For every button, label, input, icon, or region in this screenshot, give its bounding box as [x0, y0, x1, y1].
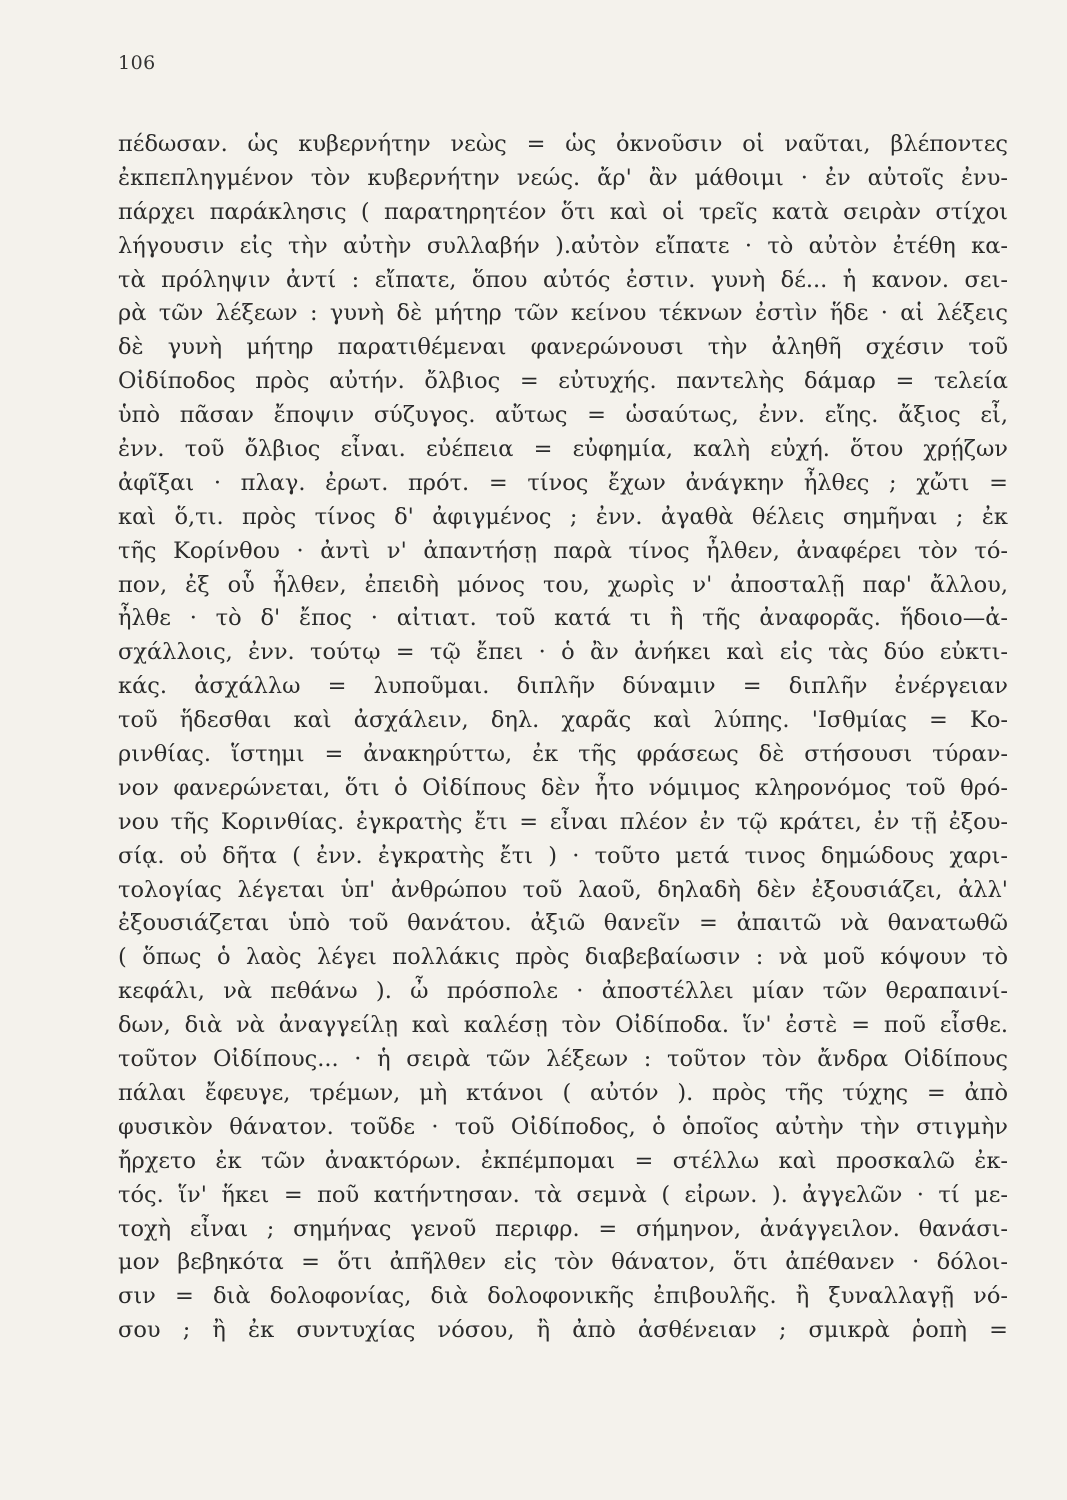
text-line: ἐξουσιάζεται ὑπὸ τοῦ θανάτου. ἀξιῶ θανεῖν = ἀπαιτῶ νὰ θανατωθῶ [118, 910, 1008, 937]
text-line: πάρχει παράκλησις ( παρατηρητέον ὅτι καὶ οἱ τρεῖς κατὰ σειρὰν στίχοι [118, 198, 1008, 225]
text-line: ( ὅπως ὁ λαὸς λέγει πολλάκις πρὸς διαβεβαίωσιν : νὰ μοῦ κόψουν τὸ [118, 944, 1008, 971]
text-line: μον βεβηκότα = ὅτι ἀπῆλθεν εἰς τὸν θάνατον, ὅτι ἀπέθανεν · δόλοι- [118, 1249, 1008, 1276]
text-line: τοῦ ἥδεσθαι καὶ ἀσχάλειν, δηλ. χαρᾶς καὶ λύπης. 'Ισθμίας = Κο- [118, 707, 1008, 734]
commentary-text [118, 128, 1008, 1348]
text-line: τολογίας λέγεται ὑπ' ἀνθρώπου τοῦ λαοῦ, δηλαδὴ δὲν ἐξουσιάζει, ἀλλ' [118, 876, 1008, 903]
text-line: τὰ πρόληψιν ἀντί : εἴπατε, ὅπου αὐτός ἐστιν. γυνὴ δέ... ἡ κανον. σει- [118, 266, 1008, 293]
text-line: δων, διὰ νὰ ἀναγγείλῃ καὶ καλέσῃ τὸν Οἰδίποδα. ἵν' ἐστὲ = ποῦ εἶσθε. [118, 1012, 1008, 1039]
text-line: πέδωσαν. ὡς κυβερνήτην νεὼς = ὡς ὀκνοῦσιν οἱ ναῦται, βλέποντες [118, 131, 1008, 157]
text-line: σιν = διὰ δολοφονίας, διὰ δολοφονικῆς ἐπιβουλῆς. ἢ ξυναλλαγῇ νό- [118, 1283, 1008, 1310]
text-line: νου τῆς Κορινθίας. ἐγκρατὴς ἔτι = εἶναι πλέον ἐν τῷ κράτει, ἐν τῇ ἐξου- [118, 808, 1008, 835]
text-line: νον φανερώνεται, ὅτι ὁ Οἰδίπους δὲν ἦτο νόμιμος κληρονόμος τοῦ θρό- [118, 774, 1008, 801]
text-line: καὶ ὅ,τι. πρὸς τίνος δ' ἀφιγμένος ; ἐνν. ἀγαθὰ θέλεις σημῆναι ; ἐκ [118, 503, 1008, 530]
text-line: ἐνν. τοῦ ὄλβιος εἶναι. εὐέπεια = εὐφημία, καλὴ εὐχή. ὅτου χρῄζων [118, 436, 1008, 463]
text-line: κεφάλι, νὰ πεθάνω ). ὦ πρόσπολε · ἀποστέλλει μίαν τῶν θεραπαινί- [118, 978, 1008, 1005]
text-line: ἀφῖξαι · πλαγ. ἐρωτ. πρότ. = τίνος ἔχων ἀνάγκην ἦλθες ; χὤτι = [118, 469, 1008, 496]
text-line: φυσικὸν θάνατον. τοῦδε · τοῦ Οἰδίποδος, ὁ ὁποῖος αὐτὴν τὴν στιγμὴν [118, 1113, 1008, 1140]
text-line: λήγουσιν εἰς τὴν αὐτὴν συλλαβήν ).αὐτὸν εἴπατε · τὸ αὐτὸν ἐτέθη κα- [118, 232, 1008, 259]
text-line: σου ; ἢ ἐκ συντυχίας νόσου, ἢ ἀπὸ ἀσθένειαν ; σμικρὰ ῥοπὴ = [118, 1317, 1008, 1344]
text-line: δὲ γυνὴ μήτηρ παρατιθέμεναι φανερώνουσι τὴν ἀληθῆ σχέσιν τοῦ [118, 334, 1008, 361]
text-line: σχάλλοις, ἐνν. τούτῳ = τῷ ἔπει · ὁ ἂν ἀνήκει καὶ εἰς τὰς δύο εὐκτι- [118, 639, 1008, 666]
text-line: ἦλθε · τὸ δ' ἔπος · αἰτιατ. τοῦ κατά τι ἢ τῆς ἀναφορᾶς. ἥδοιο—ἀ- [118, 605, 1008, 632]
text-line: ρινθίας. ἵστημι = ἀνακηρύττω, ἐκ τῆς φράσεως δὲ στήσουσι τύραν- [118, 741, 1008, 768]
text-line: τοχὴ εἶναι ; σημήνας γενοῦ περιφρ. = σήμηνον, ἀνάγγειλον. θανάσι- [118, 1215, 1008, 1242]
text-line: πον, ἐξ οὗ ἦλθεν, ἐπειδὴ μόνος του, χωρὶς ν' ἀποσταλῇ παρ' ἄλλου, [118, 571, 1008, 598]
text-line: ἐκπεπληγμένον τὸν κυβερνήτην νεώς. ἄρ' ἂν μάθοιμι · ἐν αὐτοῖς ἐνυ- [118, 164, 1008, 191]
text-line: Οἰδίποδος πρὸς αὐτήν. ὄλβιος = εὐτυχής. παντελὴς δάμαρ = τελεία [118, 368, 1008, 395]
text-line: τός. ἵν' ἥκει = ποῦ κατήντησαν. τὰ σεμνὰ ( εἰρων. ). ἀγγελῶν · τί με- [118, 1181, 1008, 1208]
text-line: ἤρχετο ἐκ τῶν ἀνακτόρων. ἐκπέμπομαι = στέλλω καὶ προσκαλῶ ἐκ- [118, 1147, 1008, 1174]
text-line: ρὰ τῶν λέξεων : γυνὴ δὲ μήτηρ τῶν κείνου τέκνων ἐστὶν ἥδε · αἱ λέξεις [118, 300, 1008, 327]
text-line: σίᾳ. οὐ δῆτα ( ἐνν. ἐγκρατὴς ἔτι ) · τοῦτο μετά τινος δημώδους χαρι- [118, 842, 1008, 869]
text-line: ὑπὸ πᾶσαν ἔποψιν σύζυγος. αὔτως = ὡσαύτως, ἐνν. εἴης. ἄξιος εἶ, [118, 402, 1008, 429]
text-line: τοῦτον Οἰδίπους... · ἡ σειρὰ τῶν λέξεων : τοῦτον τὸν ἄνδρα Οἰδίπους [118, 1046, 1008, 1073]
text-line: κάς. ἀσχάλλω = λυποῦμαι. διπλῆν δύναμιν = διπλῆν ἐνέργειαν [118, 673, 1008, 700]
text-line: πάλαι ἔφευγε, τρέμων, μὴ κτάνοι ( αὐτόν ). πρὸς τῆς τύχης = ἀπὸ [118, 1079, 1008, 1106]
page-number: 106 [118, 52, 156, 74]
text-line: τῆς Κορίνθου · ἀντὶ ν' ἀπαντήσῃ παρὰ τίνος ἦλθεν, ἀναφέρει τὸν τό- [118, 537, 1008, 564]
